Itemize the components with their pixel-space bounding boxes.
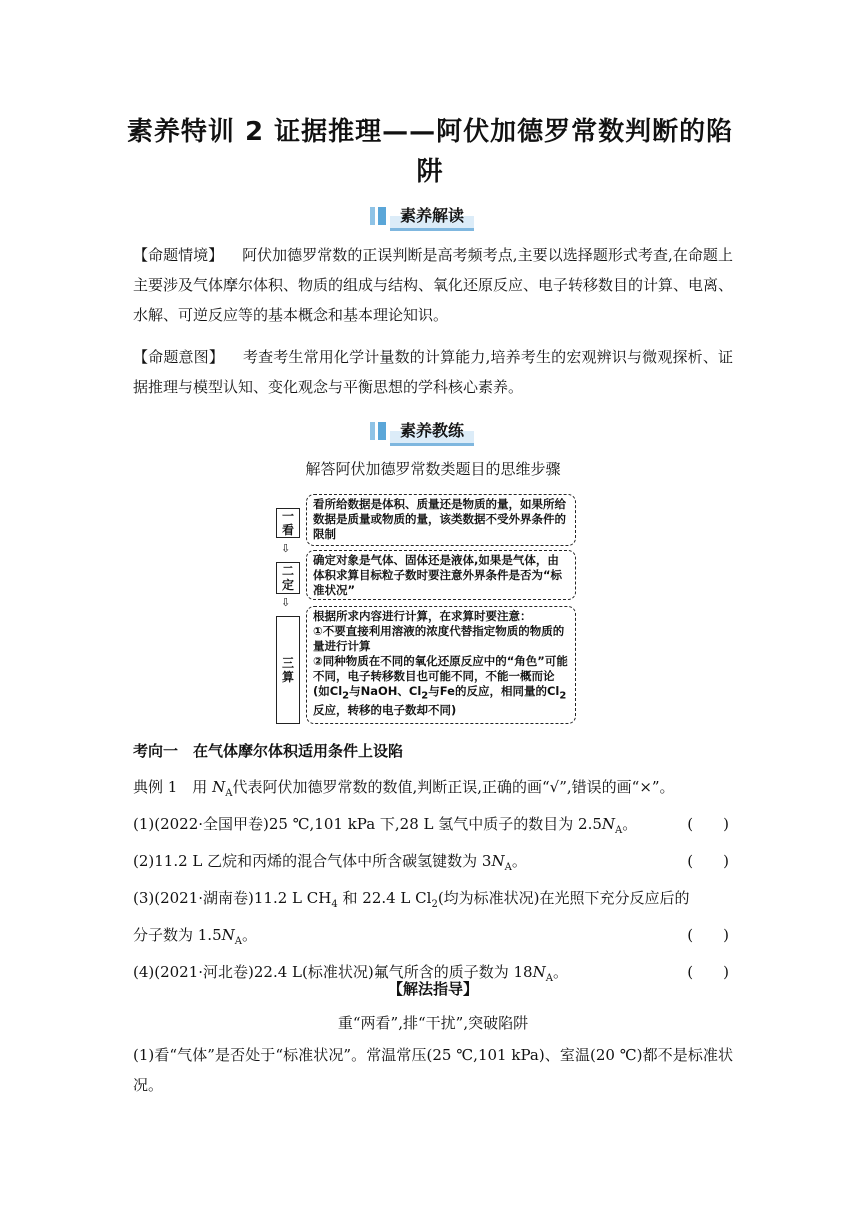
guide-paragraph-1: (1)看“气体”是否处于“标准状况”。常温常压(25 ℃,101 kPa)、室温(20 ℃)都不是标准状况。	[133, 1046, 733, 1094]
question-2: (2)11.2 L 乙烷和丙烯的混合气体中所含碳氢键数为 $3N_A$。 ( )	[133, 846, 733, 883]
banner-bar-icon	[370, 422, 386, 440]
question-4: (4)(2021·河北卷)22.4 L(标准状况)氟气所含的质子数为 $18N_A$。 ( )	[133, 957, 733, 994]
answer-blank: ( )	[687, 963, 729, 981]
down-arrow-icon: ⇩	[281, 542, 291, 555]
flow-caption: 解答阿伏加德罗常数类题目的思维步骤	[305, 460, 561, 478]
example-block	[133, 772, 733, 994]
page-title	[120, 112, 740, 192]
section-banner-literacy-interpretation: 素养解读	[370, 201, 474, 231]
guide-heading: 【解法指导】	[387, 980, 478, 998]
answer-blank: ( )	[687, 852, 729, 870]
context-paragraph	[133, 240, 733, 330]
answer-blank: ( )	[687, 815, 729, 833]
section-banner-literacy-practice: 素养教练	[370, 416, 474, 446]
step-look-detail: 看所给数据是体积、质量还是物质的量，如果所给数据是质量或物质的量，该类数据不受外界条件的限制	[306, 494, 576, 546]
section-heading: 考向一 在气体摩尔体积适用条件上设陷	[133, 742, 404, 760]
intent-label: 【命题意图】	[133, 348, 224, 366]
title-line-1: 素养特训 2 证据推理——阿伏加德罗常数判断的陷	[126, 117, 734, 147]
question-3-cont: 分子数为 $1.5N_A$。 ( )	[133, 920, 733, 957]
banner-bar-icon	[370, 207, 386, 225]
example-intro: 典例 1 用 $N_A$代表阿伏加德罗常数的数值,判断正误,正确的画“√”,错误的画“×”。	[133, 778, 675, 799]
step-calculate-detail: 根据所求内容进行计算，在求算时要注意： ①不要直接利用溶液的浓度代替指定物质的物质的量进行计算 ②同种物质在不同的氧化还原反应中的“角色”可能不同，电子转移数目也可能不同，不能一概而论(如$Cl_2$与NaOH、$Cl_2$与Fe的反应，相同量的$Cl_2$反应，转移的电子数却不同)	[306, 606, 576, 724]
step-look: 一 看	[276, 508, 300, 538]
intent-text: 考查考生常用化学计量数的计算能力,培养考生的宏观辨识与微观探析、证据推理与模型认知、变化观念与平衡思想的学科核心素养。	[133, 348, 733, 396]
down-arrow-icon: ⇩	[281, 596, 291, 609]
step-determine: 二 定	[276, 562, 300, 594]
answer-blank: ( )	[687, 926, 729, 944]
step-determine-detail: 确定对象是气体、固体还是液体,如果是气体，由体积求算目标粒子数时要注意外界条件是否为“标准状况”	[306, 550, 576, 600]
thinking-steps-flowchart	[276, 492, 582, 724]
guide-subheading: 重“两看”,排“干扰”,突破陷阱	[337, 1014, 529, 1032]
question-1: (1)(2022·全国甲卷)25 ℃,101 kPa 下,28 L 氢气中质子的数目为 $2.5N_A$。 ( )	[133, 809, 733, 846]
step-calculate: 三 算	[276, 616, 300, 724]
context-text: 阿伏加德罗常数的正误判断是高考频考点,主要以选择题形式考查,在命题上主要涉及气体摩尔体积、物质的组成与结构、氧化还原反应、电子转移数目的计算、电离、水解、可逆反应等的基本概念和基本理论知识。	[133, 246, 734, 324]
question-3: (3)(2021·湖南卷)11.2 L $CH_4$ 和 22.4 L $Cl_2$(均为标准状况)在光照下充分反应后的	[133, 889, 690, 910]
context-label: 【命题情境】	[133, 246, 224, 264]
title-line-2: 阱	[416, 157, 444, 187]
intent-paragraph	[133, 342, 733, 402]
